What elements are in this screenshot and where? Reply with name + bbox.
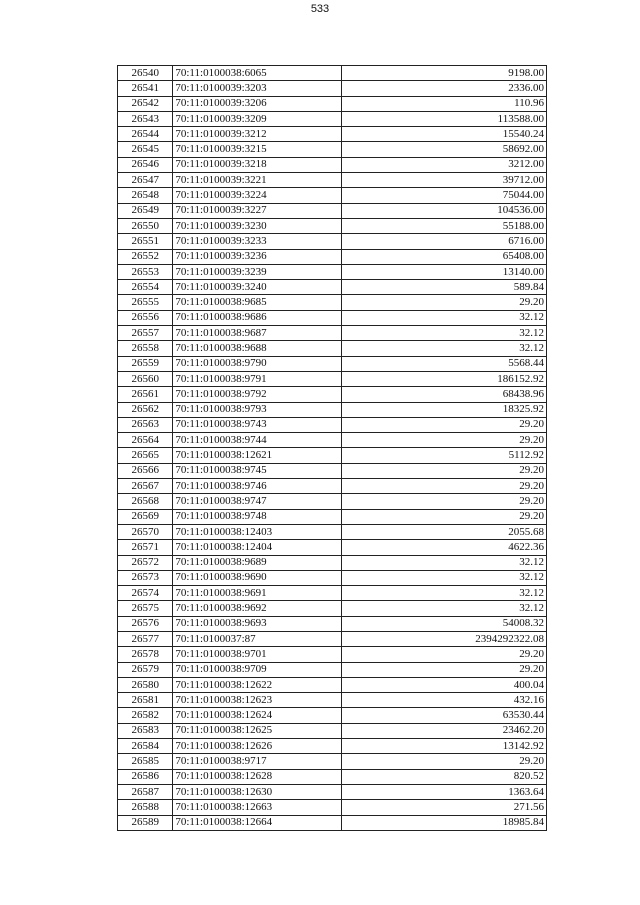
value-cell: 65408.00 <box>341 249 546 264</box>
row-number-cell: 26544 <box>118 127 173 142</box>
row-number-cell: 26556 <box>118 310 173 325</box>
table-row <box>118 723 547 738</box>
value-cell: 2336.00 <box>341 81 546 96</box>
table-row <box>118 249 547 264</box>
value-cell: 29.20 <box>341 509 546 524</box>
cadastral-id-cell: 70:11:0100038:12404 <box>173 540 341 555</box>
row-number-cell: 26557 <box>118 326 173 341</box>
cadastral-id-cell: 70:11:0100038:9701 <box>173 647 341 662</box>
cadastral-id-cell: 70:11:0100039:3240 <box>173 280 341 295</box>
row-number-cell: 26542 <box>118 96 173 111</box>
row-number-cell: 26587 <box>118 784 173 799</box>
cadastral-id-cell: 70:11:0100038:12623 <box>173 693 341 708</box>
table-row <box>118 188 547 203</box>
row-number-cell: 26583 <box>118 723 173 738</box>
value-cell: 4622.36 <box>341 540 546 555</box>
cadastral-id-cell: 70:11:0100038:9688 <box>173 341 341 356</box>
page-number: 533 <box>310 3 330 15</box>
table-row <box>118 647 547 662</box>
cadastral-id-cell: 70:11:0100038:12625 <box>173 723 341 738</box>
table-row <box>118 677 547 692</box>
value-cell: 104536.00 <box>341 203 546 218</box>
row-number-cell: 26570 <box>118 524 173 539</box>
table-row <box>118 218 547 233</box>
table-row <box>118 815 547 830</box>
table-row <box>118 586 547 601</box>
cadastral-id-cell: 70:11:0100039:3221 <box>173 173 341 188</box>
table-row <box>118 295 547 310</box>
value-cell: 432.16 <box>341 693 546 708</box>
cadastral-id-cell: 70:11:0100038:9793 <box>173 402 341 417</box>
cadastral-id-cell: 70:11:0100038:12621 <box>173 448 341 463</box>
table-row <box>118 66 547 81</box>
row-number-cell: 26546 <box>118 157 173 172</box>
row-number-cell: 26578 <box>118 647 173 662</box>
value-cell: 54008.32 <box>341 616 546 631</box>
value-cell: 29.20 <box>341 754 546 769</box>
cadastral-id-cell: 70:11:0100038:9692 <box>173 601 341 616</box>
row-number-cell: 26569 <box>118 509 173 524</box>
cadastral-id-cell: 70:11:0100038:12626 <box>173 739 341 754</box>
cadastral-id-cell: 70:11:0100038:9748 <box>173 509 341 524</box>
row-number-cell: 26540 <box>118 66 173 81</box>
table-row <box>118 769 547 784</box>
data-table <box>117 65 547 831</box>
cadastral-id-cell: 70:11:0100038:9743 <box>173 417 341 432</box>
table-row <box>118 142 547 157</box>
cadastral-id-cell: 70:11:0100038:9745 <box>173 463 341 478</box>
table-row <box>118 524 547 539</box>
cadastral-id-cell: 70:11:0100038:12622 <box>173 677 341 692</box>
row-number-cell: 26576 <box>118 616 173 631</box>
value-cell: 29.20 <box>341 417 546 432</box>
value-cell: 113588.00 <box>341 111 546 126</box>
cadastral-id-cell: 70:11:0100038:6065 <box>173 66 341 81</box>
cadastral-id-cell: 70:11:0100039:3212 <box>173 127 341 142</box>
cadastral-id-cell: 70:11:0100038:9746 <box>173 479 341 494</box>
table-row <box>118 402 547 417</box>
value-cell: 5112.92 <box>341 448 546 463</box>
value-cell: 13142.92 <box>341 739 546 754</box>
row-number-cell: 26562 <box>118 402 173 417</box>
value-cell: 400.04 <box>341 677 546 692</box>
value-cell: 2055.68 <box>341 524 546 539</box>
table-row <box>118 494 547 509</box>
table-row <box>118 708 547 723</box>
value-cell: 186152.92 <box>341 371 546 386</box>
cadastral-id-cell: 70:11:0100039:3236 <box>173 249 341 264</box>
row-number-cell: 26589 <box>118 815 173 830</box>
table-row <box>118 96 547 111</box>
cadastral-id-cell: 70:11:0100038:12624 <box>173 708 341 723</box>
row-number-cell: 26564 <box>118 433 173 448</box>
table-row <box>118 280 547 295</box>
row-number-cell: 26559 <box>118 356 173 371</box>
table-row <box>118 555 547 570</box>
table-row <box>118 601 547 616</box>
value-cell: 820.52 <box>341 769 546 784</box>
row-number-cell: 26560 <box>118 371 173 386</box>
row-number-cell: 26577 <box>118 631 173 646</box>
row-number-cell: 26555 <box>118 295 173 310</box>
table-row <box>118 203 547 218</box>
value-cell: 32.12 <box>341 326 546 341</box>
table-row <box>118 448 547 463</box>
value-cell: 29.20 <box>341 647 546 662</box>
value-cell: 32.12 <box>341 310 546 325</box>
cadastral-id-cell: 70:11:0100038:12664 <box>173 815 341 830</box>
cadastral-id-cell: 70:11:0100038:9691 <box>173 586 341 601</box>
row-number-cell: 26572 <box>118 555 173 570</box>
cadastral-id-cell: 70:11:0100038:9747 <box>173 494 341 509</box>
value-cell: 18985.84 <box>341 815 546 830</box>
row-number-cell: 26550 <box>118 218 173 233</box>
row-number-cell: 26571 <box>118 540 173 555</box>
table-row <box>118 662 547 677</box>
row-number-cell: 26553 <box>118 264 173 279</box>
row-number-cell: 26574 <box>118 586 173 601</box>
row-number-cell: 26548 <box>118 188 173 203</box>
table-row <box>118 371 547 386</box>
table-row <box>118 616 547 631</box>
value-cell: 63530.44 <box>341 708 546 723</box>
cadastral-id-cell: 70:11:0100038:9693 <box>173 616 341 631</box>
cadastral-id-cell: 70:11:0100039:3239 <box>173 264 341 279</box>
table-row <box>118 509 547 524</box>
value-cell: 29.20 <box>341 433 546 448</box>
value-cell: 6716.00 <box>341 234 546 249</box>
value-cell: 58692.00 <box>341 142 546 157</box>
table-row <box>118 754 547 769</box>
value-cell: 589.84 <box>341 280 546 295</box>
cadastral-id-cell: 70:11:0100038:9790 <box>173 356 341 371</box>
row-number-cell: 26588 <box>118 800 173 815</box>
value-cell: 32.12 <box>341 601 546 616</box>
value-cell: 271.56 <box>341 800 546 815</box>
value-cell: 3212.00 <box>341 157 546 172</box>
row-number-cell: 26579 <box>118 662 173 677</box>
cadastral-id-cell: 70:11:0100038:9744 <box>173 433 341 448</box>
table-row <box>118 264 547 279</box>
cadastral-id-cell: 70:11:0100038:9687 <box>173 326 341 341</box>
row-number-cell: 26552 <box>118 249 173 264</box>
table-row <box>118 326 547 341</box>
row-number-cell: 26563 <box>118 417 173 432</box>
row-number-cell: 26558 <box>118 341 173 356</box>
cadastral-id-cell: 70:11:0100039:3224 <box>173 188 341 203</box>
row-number-cell: 26582 <box>118 708 173 723</box>
table-row <box>118 157 547 172</box>
cadastral-id-cell: 70:11:0100039:3233 <box>173 234 341 249</box>
row-number-cell: 26549 <box>118 203 173 218</box>
cadastral-id-cell: 70:11:0100038:9690 <box>173 570 341 585</box>
cadastral-id-cell: 70:11:0100039:3206 <box>173 96 341 111</box>
table-row <box>118 540 547 555</box>
cadastral-id-cell: 70:11:0100038:9689 <box>173 555 341 570</box>
table-body <box>118 66 547 831</box>
table-row <box>118 433 547 448</box>
cadastral-id-cell: 70:11:0100039:3218 <box>173 157 341 172</box>
table-row <box>118 417 547 432</box>
table-row <box>118 739 547 754</box>
table-row <box>118 570 547 585</box>
value-cell: 9198.00 <box>341 66 546 81</box>
row-number-cell: 26561 <box>118 387 173 402</box>
cadastral-id-cell: 70:11:0100038:9709 <box>173 662 341 677</box>
value-cell: 2394292322.08 <box>341 631 546 646</box>
row-number-cell: 26573 <box>118 570 173 585</box>
row-number-cell: 26568 <box>118 494 173 509</box>
table-row <box>118 693 547 708</box>
table-row <box>118 784 547 799</box>
row-number-cell: 26545 <box>118 142 173 157</box>
table-row <box>118 173 547 188</box>
row-number-cell: 26581 <box>118 693 173 708</box>
table-row <box>118 81 547 96</box>
cadastral-id-cell: 70:11:0100039:3227 <box>173 203 341 218</box>
row-number-cell: 26575 <box>118 601 173 616</box>
row-number-cell: 26565 <box>118 448 173 463</box>
value-cell: 75044.00 <box>341 188 546 203</box>
cadastral-id-cell: 70:11:0100038:9791 <box>173 371 341 386</box>
table-row <box>118 463 547 478</box>
cadastral-id-cell: 70:11:0100039:3203 <box>173 81 341 96</box>
value-cell: 18325.92 <box>341 402 546 417</box>
row-number-cell: 26541 <box>118 81 173 96</box>
table-row <box>118 341 547 356</box>
value-cell: 23462.20 <box>341 723 546 738</box>
cadastral-id-cell: 70:11:0100038:12630 <box>173 784 341 799</box>
table-row <box>118 631 547 646</box>
value-cell: 32.12 <box>341 586 546 601</box>
cadastral-id-cell: 70:11:0100038:12403 <box>173 524 341 539</box>
value-cell: 29.20 <box>341 662 546 677</box>
row-number-cell: 26554 <box>118 280 173 295</box>
table-row <box>118 800 547 815</box>
cadastral-id-cell: 70:11:0100038:9717 <box>173 754 341 769</box>
row-number-cell: 26566 <box>118 463 173 478</box>
row-number-cell: 26580 <box>118 677 173 692</box>
table-row <box>118 234 547 249</box>
value-cell: 29.20 <box>341 479 546 494</box>
table-row <box>118 479 547 494</box>
row-number-cell: 26547 <box>118 173 173 188</box>
row-number-cell: 26584 <box>118 739 173 754</box>
cadastral-id-cell: 70:11:0100038:12628 <box>173 769 341 784</box>
value-cell: 15540.24 <box>341 127 546 142</box>
value-cell: 13140.00 <box>341 264 546 279</box>
row-number-cell: 26567 <box>118 479 173 494</box>
table-row <box>118 127 547 142</box>
value-cell: 32.12 <box>341 555 546 570</box>
value-cell: 32.12 <box>341 570 546 585</box>
value-cell: 39712.00 <box>341 173 546 188</box>
value-cell: 32.12 <box>341 341 546 356</box>
row-number-cell: 26585 <box>118 754 173 769</box>
value-cell: 29.20 <box>341 494 546 509</box>
cadastral-id-cell: 70:11:0100037:87 <box>173 631 341 646</box>
cadastral-id-cell: 70:11:0100039:3209 <box>173 111 341 126</box>
value-cell: 110.96 <box>341 96 546 111</box>
value-cell: 29.20 <box>341 295 546 310</box>
value-cell: 29.20 <box>341 463 546 478</box>
cadastral-id-cell: 70:11:0100039:3215 <box>173 142 341 157</box>
cadastral-id-cell: 70:11:0100038:12663 <box>173 800 341 815</box>
value-cell: 68438.96 <box>341 387 546 402</box>
table-row <box>118 310 547 325</box>
cadastral-id-cell: 70:11:0100038:9792 <box>173 387 341 402</box>
cadastral-id-cell: 70:11:0100038:9686 <box>173 310 341 325</box>
row-number-cell: 26551 <box>118 234 173 249</box>
row-number-cell: 26543 <box>118 111 173 126</box>
cadastral-id-cell: 70:11:0100038:9685 <box>173 295 341 310</box>
table-row <box>118 111 547 126</box>
value-cell: 55188.00 <box>341 218 546 233</box>
value-cell: 5568.44 <box>341 356 546 371</box>
value-cell: 1363.64 <box>341 784 546 799</box>
table-row <box>118 356 547 371</box>
cadastral-id-cell: 70:11:0100039:3230 <box>173 218 341 233</box>
table-row <box>118 387 547 402</box>
row-number-cell: 26586 <box>118 769 173 784</box>
